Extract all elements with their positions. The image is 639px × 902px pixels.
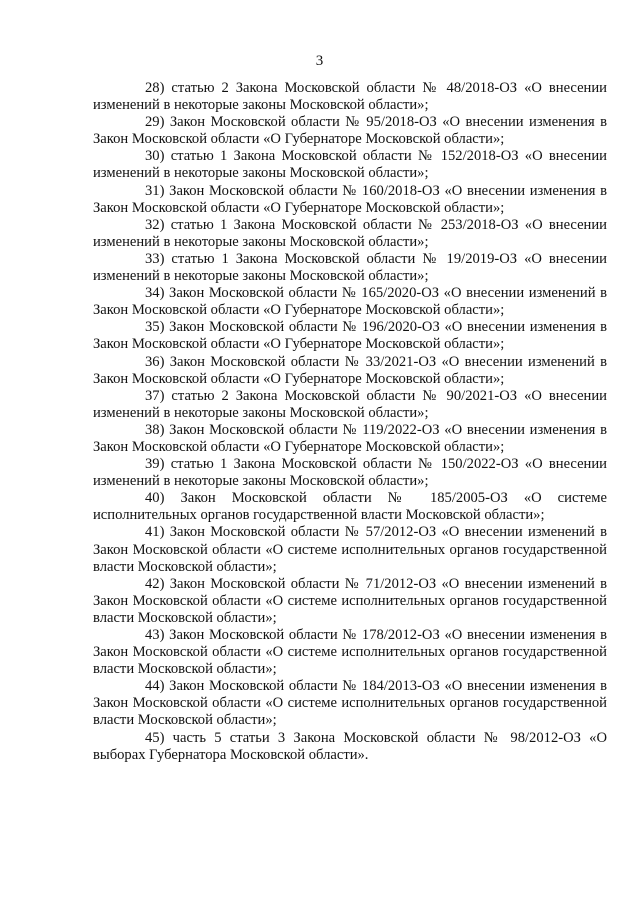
list-item-41: 41) Закон Московской области № 57/2012-ОЗ «О внесении изменений в Закон Московской области «О системе исполнительных органов государственной власти Московской области»; <box>93 524 607 575</box>
list-item-40: 40) Закон Московской области № 185/2005-ОЗ «О системе исполнительных органов государственной власти Московской области»; <box>93 490 607 524</box>
list-item-37: 37) статью 2 Закона Московской области № 90/2021-ОЗ «О внесении изменений в некоторые законы Московской области»; <box>93 387 607 421</box>
list-item-28: 28) статью 2 Закона Московской области № 48/2018-ОЗ «О внесении изменений в некоторые законы Московской области»; <box>93 80 607 114</box>
list-item-36: 36) Закон Московской области № 33/2021-ОЗ «О внесении изменений в Закон Московской области «О Губернаторе Московской области»; <box>93 353 607 387</box>
list-item-45: 45) часть 5 статьи 3 Закона Московской области № 98/2012-ОЗ «О выборах Губернатора Московской области». <box>93 729 607 763</box>
list-item-39: 39) статью 1 Закона Московской области № 150/2022-ОЗ «О внесении изменений в некоторые законы Московской области»; <box>93 456 607 490</box>
list-item-31: 31) Закон Московской области № 160/2018-ОЗ «О внесении изменения в Закон Московской области «О Губернаторе Московской области»; <box>93 182 607 216</box>
list-item-32: 32) статью 1 Закона Московской области № 253/2018-ОЗ «О внесении изменений в некоторые законы Московской области»; <box>93 216 607 250</box>
page-number: 3 <box>315 53 324 69</box>
list-item-42: 42) Закон Московской области № 71/2012-ОЗ «О внесении изменений в Закон Московской области «О системе исполнительных органов государственной власти Московской области»; <box>93 575 607 626</box>
list-item-29: 29) Закон Московской области № 95/2018-ОЗ «О внесении изменения в Закон Московской области «О Губернаторе Московской области»; <box>93 114 607 148</box>
list-item-34: 34) Закон Московской области № 165/2020-ОЗ «О внесении изменений в Закон Московской области «О Губернаторе Московской области»; <box>93 285 607 319</box>
document-body <box>93 80 607 764</box>
list-item-33: 33) статью 1 Закона Московской области № 19/2019-ОЗ «О внесении изменений в некоторые законы Московской области»; <box>93 250 607 285</box>
list-item-38: 38) Закон Московской области № 119/2022-ОЗ «О внесении изменения в Закон Московской области «О Губернаторе Московской области»; <box>93 421 607 455</box>
list-item-35: 35) Закон Московской области № 196/2020-ОЗ «О внесении изменения в Закон Московской области «О Губернаторе Московской области»; <box>93 319 607 353</box>
list-item-44: 44) Закон Московской области № 184/2013-ОЗ «О внесении изменения в Закон Московской области «О системе исполнительных органов государственной власти Московской области»; <box>93 678 607 729</box>
list-item-30: 30) статью 1 Закона Московской области № 152/2018-ОЗ «О внесении изменений в некоторые законы Московской области»; <box>93 148 607 182</box>
list-item-43: 43) Закон Московской области № 178/2012-ОЗ «О внесении изменения в Закон Московской области «О системе исполнительных органов государственной власти Московской области»; <box>93 627 607 678</box>
